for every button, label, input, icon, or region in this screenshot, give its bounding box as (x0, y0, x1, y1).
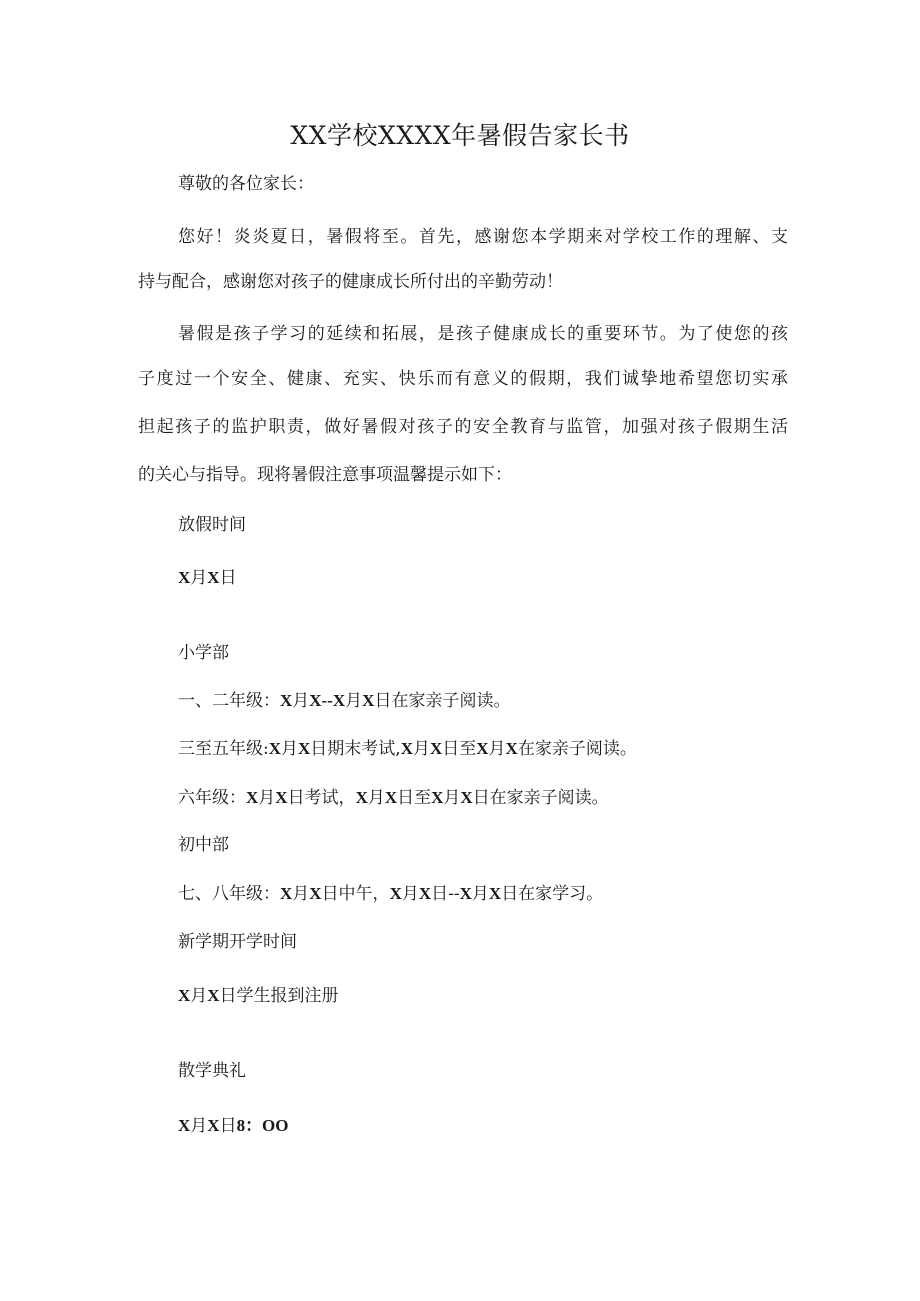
middle-grade78 (178, 882, 603, 906)
date-token: X (362, 691, 375, 710)
new-term-date (178, 984, 339, 1008)
time-token: 8：OO (236, 1116, 289, 1135)
date-token: 日至 (442, 739, 477, 759)
date-token: X (280, 691, 293, 710)
date-token: X--X (309, 691, 346, 710)
date-token: X (400, 739, 413, 758)
date-token: 日在家学习。 (501, 884, 604, 904)
date-token: 月 (190, 1116, 208, 1136)
date-token: X (418, 884, 432, 903)
date-token: 月 (292, 884, 310, 904)
grade-label: 六年级： (178, 788, 246, 808)
vacation-heading: 放假时间 (178, 515, 246, 535)
date-token: X (459, 884, 472, 903)
ceremony-time (178, 1114, 289, 1138)
grade-label: 七、八年级： (178, 884, 280, 904)
date-token: 月 (258, 788, 276, 808)
paragraph2-line2: 子度过一个安全、健康、充实、快乐而有意义的假期，我们诚挚地希望您切实承 (138, 369, 788, 389)
date-token: X (298, 739, 311, 758)
date-token: X (309, 884, 322, 903)
greeting: 尊敬的各位家长： (178, 174, 314, 194)
date-token: 日中午， (321, 884, 390, 904)
date-token: X (207, 1116, 220, 1135)
date-token: 日 (219, 568, 237, 588)
date-token: X (476, 739, 489, 758)
date-token: X (429, 739, 443, 758)
vacation-date (178, 566, 237, 590)
primary-grade345 (178, 737, 637, 761)
date-token: 日至 (397, 788, 432, 808)
date-token: 月 (292, 691, 310, 711)
paragraph2-line4: 的关心与指导。现将暑假注意事项温馨提示如下： (138, 465, 512, 485)
date-token: X (384, 788, 398, 807)
primary-heading: 小学部 (178, 643, 229, 663)
date-token: 月 (281, 739, 299, 759)
date-token: 月 (190, 986, 208, 1006)
date-token: 日在家亲子阅读。 (374, 691, 511, 711)
date-token: X (389, 884, 402, 903)
paragraph1-line2: 持与配合，感谢您对孩子的健康成长所付出的辛勤劳动！ (138, 272, 563, 292)
paragraph1-line1: 您好！炎炎夏日，暑假将至。首先，感谢您本学期来对学校工作的理解、支 (178, 227, 788, 247)
new-term-heading: 新学期开学时间 (178, 932, 297, 952)
date-token: 日学生报到注册 (219, 986, 339, 1006)
date-token: X (488, 884, 502, 903)
paragraph2-line1: 暑假是孩子学习的延续和拓展，是孩子健康成长的重要环节。为了使您的孩 (178, 324, 788, 344)
date-token: 月 (443, 788, 461, 808)
date-token: 日在家亲子阅读。 (472, 788, 609, 808)
primary-grade6 (178, 786, 609, 810)
date-token: 月 (190, 568, 208, 588)
paragraph2-line3: 担起孩子的监护职责，做好暑假对孩子的安全教育与监管，加强对孩子假期生活 (138, 417, 788, 437)
date-token: X (280, 884, 293, 903)
date-token: 月 (412, 739, 430, 759)
date-token: 日-- (431, 884, 460, 904)
date-token: 日考试， (287, 788, 356, 808)
date-token: X (178, 986, 191, 1005)
date-token: 月 (401, 884, 419, 904)
date-token: 月 (367, 788, 385, 808)
document-title: XX学校XXXX年暑假告家长书 (290, 121, 630, 150)
date-token: 日 (219, 1116, 237, 1136)
ceremony-heading: 散学典礼 (178, 1061, 246, 1081)
date-token: X (505, 739, 518, 758)
date-token: X (431, 788, 444, 807)
date-token: X (178, 1116, 191, 1135)
grade-label: 三至五年级: (178, 739, 269, 759)
date-token: X (207, 986, 220, 1005)
date-token: 在家亲子阅读。 (517, 739, 637, 759)
date-token: 月 (488, 739, 506, 759)
middle-heading: 初中部 (178, 835, 229, 855)
primary-grade12 (178, 689, 510, 713)
date-token: X (275, 788, 288, 807)
date-token: 月 (471, 884, 489, 904)
date-token: X (178, 568, 191, 587)
date-token: 日期末考试, (310, 739, 401, 759)
date-token: X (268, 739, 282, 758)
date-token: 月 (345, 691, 363, 711)
date-token: X (460, 788, 473, 807)
date-token: X (207, 568, 220, 587)
date-token: X (246, 788, 259, 807)
grade-label: 一、二年级： (178, 691, 280, 711)
date-token: X (355, 788, 368, 807)
